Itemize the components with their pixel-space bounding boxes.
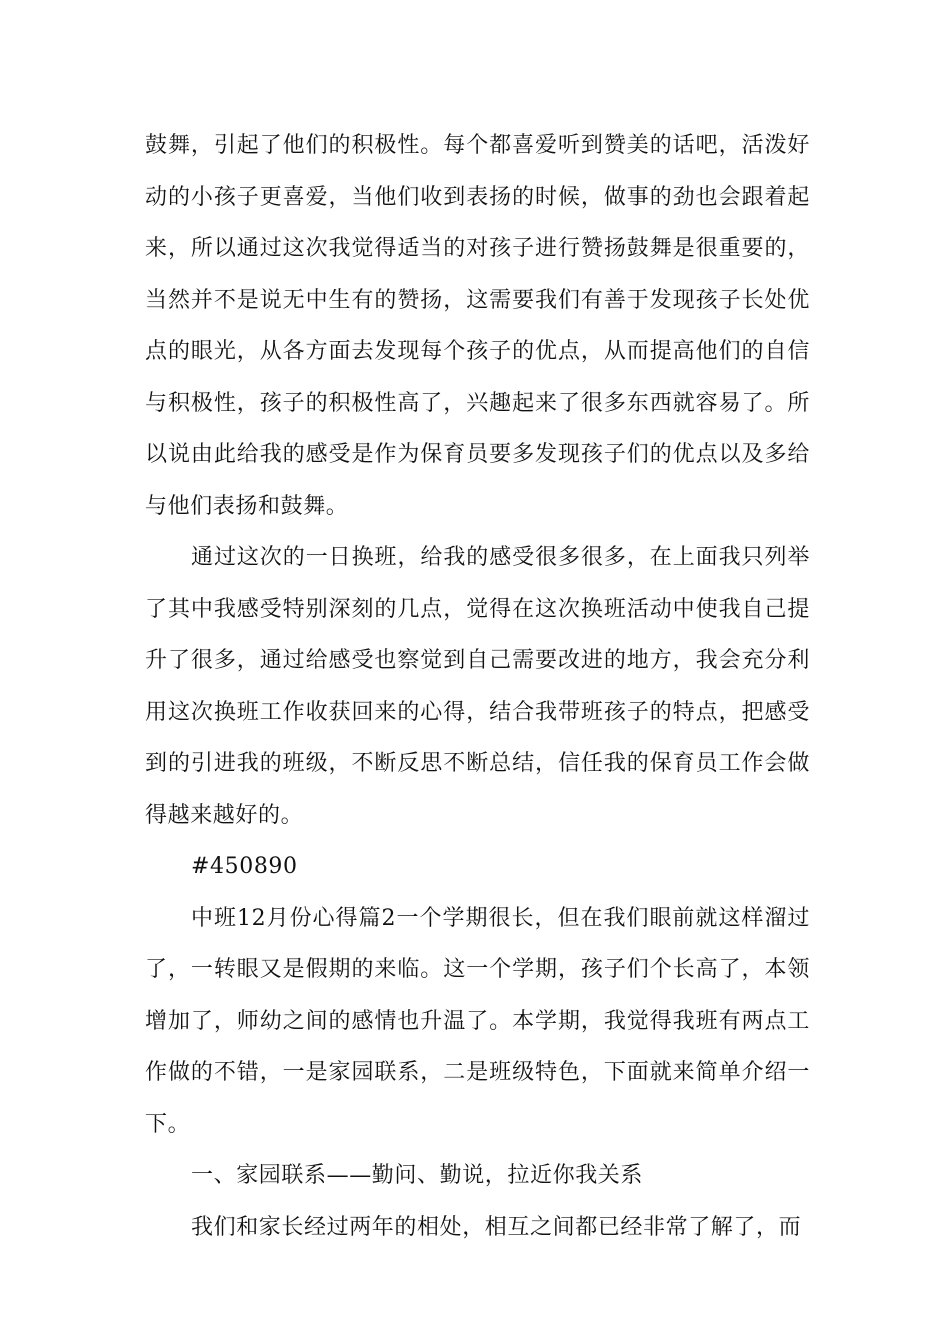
document-body — [145, 120, 810, 1253]
document-id-marker: #450890 — [191, 854, 298, 879]
paragraph-shift-summary: 通过这次的一日换班，给我的感受很多很多，在上面我只列举了其中我感受特别深刻的几点，觉得在这次换班活动中使我自己提升了很多，通过给感受也察觉到自己需要改进的地方，我会充分利用这次换班工作收获回来的心得，结合我带班孩子的特点，把感受到的引进我的班级，不断反思不断总结，信任我的保育员工作会做得越来越好的。 — [145, 545, 810, 828]
paragraph-praise-encouragement: 鼓舞，引起了他们的积极性。每个都喜爱听到赞美的话吧，活泼好动的小孩子更喜爱，当他们收到表扬的时候，做事的劲也会跟着起来，所以通过这次我觉得适当的对孩子进行赞扬鼓舞是很重要的，当然并不是说无中生有的赞扬，这需要我们有善于发现孩子长处优点的眼光，从各方面去发现每个孩子的优点，从而提高他们的自信与积极性，孩子的积极性高了，兴趣起来了很多东西就容易了。所以说由此给我的感受是作为保育员要多发现孩子们的优点以及多给与他们表扬和鼓舞。 — [145, 133, 810, 519]
paragraph-december-reflection: 中班12月份心得篇2一个学期很长，但在我们眼前就这样溜过了，一转眼又是假期的来临。这一个学期，孩子们个长高了，本领增加了，师幼之间的感情也升温了。本学期，我觉得我班有两点工作做的不错，一是家园联系，二是班级特色，下面就来简单介绍一下。 — [145, 905, 810, 1137]
paragraph-parents-relationship: 我们和家长经过两年的相处，相互之间都已经非常了解了，而 — [191, 1214, 802, 1240]
section-heading-home-school-contact: 一、家园联系——勤问、勤说，拉近你我关系 — [191, 1163, 644, 1188]
